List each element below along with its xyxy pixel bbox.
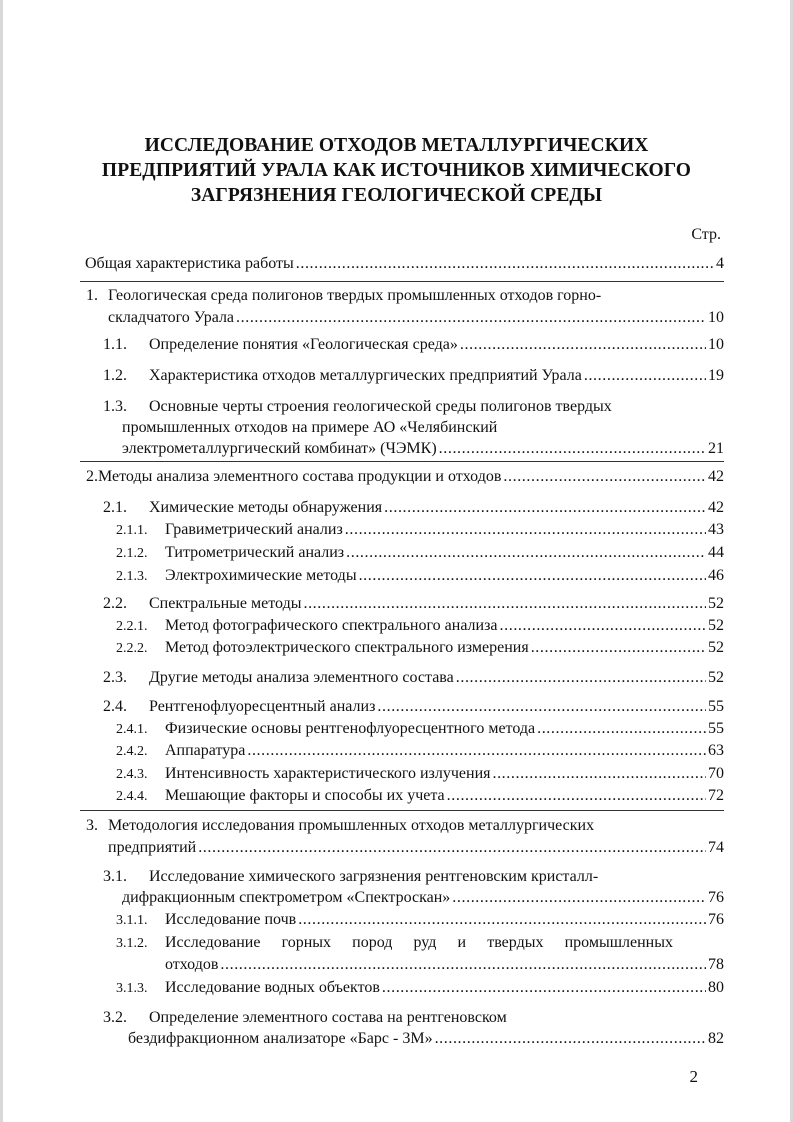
- toc-page-number: 52: [708, 617, 724, 634]
- leader-dots: [531, 638, 706, 658]
- toc-entry-text: Другие методы анализа элементного состава: [149, 669, 454, 686]
- leader-dots: [447, 786, 706, 806]
- title-line-1: ИССЛЕДОВАНИЕ ОТХОДОВ МЕТАЛЛУРГИЧЕСКИХ: [144, 135, 649, 156]
- toc-entry-text-cont: бездифракционном анализаторе «Барс - 3М»: [128, 1030, 433, 1047]
- leader-dots: [584, 366, 706, 386]
- leader-dots: [377, 697, 706, 717]
- leader-dots: [384, 498, 706, 518]
- toc-entry-text: Определение понятия «Геологическая среда»: [149, 336, 458, 353]
- toc-entry-text: Исследование водных объектов: [165, 979, 380, 996]
- toc-entry-number: 3.: [86, 817, 98, 834]
- toc-page-number: 74: [708, 839, 724, 856]
- toc-entry-text-cont: электрометаллургический комбинат» (ЧЭМК): [122, 440, 437, 457]
- toc-entry-number: 2.4.: [103, 698, 127, 715]
- toc-entry-text-cont: складчатого Урала: [108, 309, 235, 326]
- toc-entry-number: 2.4.4.: [116, 789, 148, 804]
- toc-entry-number: 3.1.: [103, 868, 127, 885]
- toc-page-number: 21: [708, 440, 724, 457]
- leader-dots: [236, 308, 706, 328]
- page-edge-left: [0, 0, 3, 1122]
- toc-entry-number: 2.2.1.: [116, 619, 148, 634]
- leader-dots: [220, 955, 706, 975]
- toc-page-number: 82: [708, 1030, 724, 1047]
- leader-dots: [456, 668, 706, 688]
- toc-page-number: 76: [708, 889, 724, 906]
- toc-entry-text-cont: отходов: [165, 956, 219, 973]
- leader-dots: [435, 1029, 706, 1049]
- document-title: [60, 133, 733, 208]
- word: пород: [352, 934, 393, 951]
- toc-entry-number: 3.1.3.: [116, 981, 148, 996]
- toc-entry-number: 3.1.2.: [116, 936, 148, 951]
- toc-page-number: 52: [708, 669, 724, 686]
- leader-dots: [296, 254, 714, 274]
- word: и: [457, 934, 467, 951]
- toc-page-number: 42: [708, 468, 724, 485]
- toc-entry-number: 2.1.1.: [116, 523, 148, 538]
- toc-entry-text: Метод фотографического спектрального анализа: [165, 617, 498, 634]
- leader-dots: [382, 978, 706, 998]
- leader-dots: [537, 719, 706, 739]
- toc-page-number: 70: [708, 765, 724, 782]
- toc-page-number: 10: [708, 309, 724, 326]
- toc-page-number: 55: [708, 720, 724, 737]
- title-line-3: ЗАГРЯЗНЕНИЯ ГЕОЛОГИЧЕСКОЙ СРЕДЫ: [190, 185, 603, 206]
- toc-entry-number: 2.2.2.: [116, 641, 148, 656]
- toc-page-number: 10: [708, 336, 724, 353]
- toc-entry-number: 3.1.1.: [116, 913, 148, 928]
- word: Исследование: [165, 934, 261, 951]
- leader-dots: [500, 616, 706, 636]
- toc-page-number: 80: [708, 979, 724, 996]
- toc-entry-text: Титрометрический анализ: [165, 544, 345, 561]
- toc-entry-number: 2.1.3.: [116, 569, 148, 584]
- leader-dots: [247, 741, 706, 761]
- toc-entry-text: Геологическая среда полигонов твердых промышленных отходов горно-: [108, 287, 602, 304]
- toc-entry-text: [165, 933, 673, 953]
- toc-entry-number: 2.1.: [103, 499, 127, 516]
- toc-page-number: 4: [716, 255, 724, 272]
- page-number: 2: [689, 1067, 698, 1086]
- toc-entry-text: Характеристика отходов металлургических предприятий Урала: [149, 367, 582, 384]
- toc-entry-number: 1.2.: [103, 367, 127, 384]
- toc-entry-number: 1.1.: [103, 336, 127, 353]
- toc-entry-text: Физические основы рентгенофлуоресцентного метода: [165, 720, 536, 737]
- section-divider: [80, 461, 724, 462]
- toc-entry-text: Общая характеристика работы: [85, 255, 294, 272]
- toc-entry-number: 2.4.2.: [116, 744, 148, 759]
- toc-entry-text: Исследование химического загрязнения рентгеновским кристалл-: [149, 868, 599, 885]
- toc-entry-text: Рентгенофлуоресцентный анализ: [149, 698, 376, 715]
- leader-dots: [198, 838, 706, 858]
- word: промышленных: [564, 934, 673, 951]
- toc-entry-number: 3.2.: [103, 1009, 127, 1026]
- toc-page-number: 42: [708, 499, 724, 516]
- toc-entry-text: Аппаратура: [165, 742, 246, 759]
- leader-dots: [345, 520, 706, 540]
- pages-column-label: Стр.: [691, 226, 721, 243]
- toc-entry-number: 2.4.1.: [116, 722, 148, 737]
- toc-entry-text: Спектральные методы: [149, 595, 302, 612]
- toc-entry-number: 1.3.: [103, 398, 127, 415]
- toc-entry-text-cont: промышленных отходов на примере АО «Челябинский: [122, 419, 498, 436]
- leader-dots: [452, 888, 706, 908]
- leader-dots: [503, 467, 706, 487]
- toc-entry-text: Мешающие факторы и способы их учета: [165, 787, 445, 804]
- toc-page-number: 52: [708, 595, 724, 612]
- toc-entry-text: Основные черты строения геологической среды полигонов твердых: [149, 398, 612, 415]
- toc-entry-text: Интенсивность характеристического излучения: [165, 765, 491, 782]
- toc-entry-text: Электрохимические методы: [165, 567, 357, 584]
- leader-dots: [298, 910, 706, 930]
- toc-page-number: 19: [708, 367, 724, 384]
- toc-entry-number: 2.1.2.: [116, 546, 148, 561]
- toc-page-number: 43: [708, 521, 724, 538]
- toc-page-number: 52: [708, 639, 724, 656]
- toc-entry-text: Определение элементного состава на рентгеновском: [149, 1009, 507, 1026]
- toc-page-number: 78: [708, 956, 724, 973]
- leader-dots: [439, 439, 706, 459]
- toc-entry-text: Метод фотоэлектрического спектрального измерения: [165, 639, 529, 656]
- leader-dots: [359, 566, 706, 586]
- toc-entry-number: 2.4.3.: [116, 767, 148, 782]
- leader-dots: [303, 594, 706, 614]
- section-divider: [80, 281, 724, 282]
- toc-entry-number: 1.: [86, 287, 98, 304]
- leader-dots: [460, 335, 706, 355]
- toc-entry-text: Химические методы обнаружения: [149, 499, 383, 516]
- word: твердых: [487, 934, 544, 951]
- section-divider: [80, 810, 724, 811]
- toc-entry-text: Методы анализа элементного состава продукции и отходов: [98, 468, 502, 485]
- toc-page-number: 72: [708, 787, 724, 804]
- toc-page-number: 55: [708, 698, 724, 715]
- toc-page-number: 46: [708, 567, 724, 584]
- toc-entry-text-cont: дифракционным спектрометром «Спектроскан»: [122, 889, 451, 906]
- toc-entry-text: Исследование почв: [165, 911, 297, 928]
- toc-page-number: 63: [708, 742, 724, 759]
- toc-entry-number: 2.: [86, 468, 98, 485]
- toc-entry-number: 2.3.: [103, 669, 127, 686]
- leader-dots: [492, 764, 706, 784]
- title-line-2: ПРЕДПРИЯТИЙ УРАЛА КАК ИСТОЧНИКОВ ХИМИЧЕСКОГО: [101, 160, 692, 181]
- toc-entry-text: Методология исследования промышленных отходов металлургических: [108, 817, 595, 834]
- toc-entry-text: Гравиметрический анализ: [165, 521, 343, 538]
- word: руд: [413, 934, 437, 951]
- toc-entry-text-cont: предприятий: [108, 839, 197, 856]
- toc-page-number: 44: [708, 544, 724, 561]
- toc-entry-number: 2.2.: [103, 595, 127, 612]
- leader-dots: [346, 543, 706, 563]
- word: горных: [281, 934, 332, 951]
- toc-page-number: 76: [708, 911, 724, 928]
